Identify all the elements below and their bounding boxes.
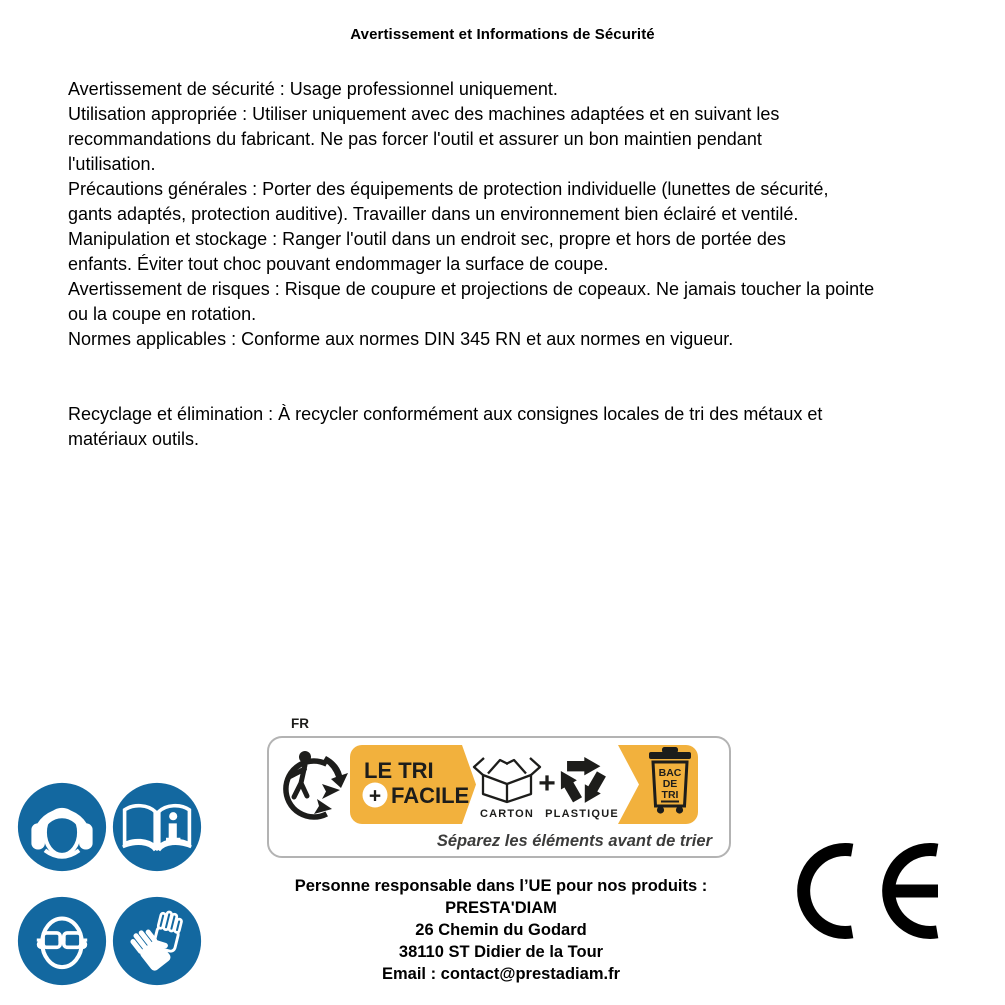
safety-text-line: Recyclage et élimination : À recycler conformément aux consignes locales de tri des métaux et bbox=[68, 404, 823, 424]
triman-icon bbox=[276, 743, 352, 823]
address-street: 26 Chemin du Godard bbox=[415, 921, 587, 939]
responsible-intro: Personne responsable dans l’UE pour nos produits : bbox=[294, 877, 708, 895]
plus-badge: + bbox=[368, 784, 382, 808]
company-name: PRESTA'DIAM bbox=[445, 899, 557, 917]
safety-text-block bbox=[68, 77, 988, 452]
safety-text-line: Normes applicables : Conforme aux normes DIN 345 RN et aux normes en vigueur. bbox=[68, 329, 734, 349]
wear-gloves-icon bbox=[112, 896, 202, 986]
safety-text-line: ou la coupe en rotation. bbox=[68, 304, 257, 324]
safety-text-line: Précautions générales : Porter des équipements de protection individuelle (lunettes de sécurité, bbox=[68, 179, 829, 199]
page-title: Avertissement et Informations de Sécurité bbox=[350, 26, 655, 43]
contact-email: Email : contact@prestadiam.fr bbox=[382, 965, 620, 983]
tri-caption: Séparez les éléments avant de trier bbox=[436, 832, 712, 850]
fr-country-code: FR bbox=[291, 716, 309, 731]
address-city: 38110 ST Didier de la Tour bbox=[398, 943, 604, 961]
safety-text-line: Avertissement de risques : Risque de coupure et projections de copeaux. Ne jamais toucher la pointe bbox=[68, 279, 875, 299]
safety-text-line: Utilisation appropriée : Utiliser uniquement avec des machines adaptées et en suivant les bbox=[68, 104, 780, 124]
safety-text-line: Avertissement de sécurité : Usage professionnel uniquement. bbox=[68, 79, 558, 99]
safety-text-line: gants adaptés, protection auditive). Travailler dans un environnement bien éclairé et ventilé. bbox=[68, 204, 799, 224]
bin-text-de: DE bbox=[662, 778, 678, 790]
le-tri-text: LE TRI bbox=[364, 758, 434, 783]
carton-label: CARTON bbox=[479, 808, 535, 820]
safety-text-line: Manipulation et stockage : Ranger l'outil dans un endroit sec, propre et hors de portée des bbox=[68, 229, 786, 249]
bin-text-bac: BAC bbox=[658, 767, 682, 779]
mandatory-icons-grid bbox=[17, 782, 203, 987]
ce-mark-icon bbox=[796, 840, 946, 943]
safety-text-line: enfants. Éviter tout choc pouvant endommager la surface de coupe. bbox=[68, 254, 609, 274]
wear-eye-protection-icon bbox=[17, 896, 107, 986]
facile-text: FACILE bbox=[391, 783, 470, 808]
bin-text-tri: TRI bbox=[661, 789, 679, 801]
safety-text-line: l'utilisation. bbox=[68, 154, 156, 174]
le-tri-facile-banner bbox=[350, 745, 698, 825]
wear-ear-protection-icon bbox=[17, 782, 107, 872]
plastique-label: PLASTIQUE bbox=[545, 808, 619, 820]
safety-text-line: matériaux outils. bbox=[68, 429, 200, 449]
materials-plus: + bbox=[538, 767, 556, 800]
safety-text-line: recommandations du fabricant. Ne pas forcer l'outil et assurer un bon maintien pendant bbox=[68, 129, 762, 149]
eu-responsible-block bbox=[251, 875, 751, 985]
read-instructions-icon bbox=[112, 782, 202, 872]
